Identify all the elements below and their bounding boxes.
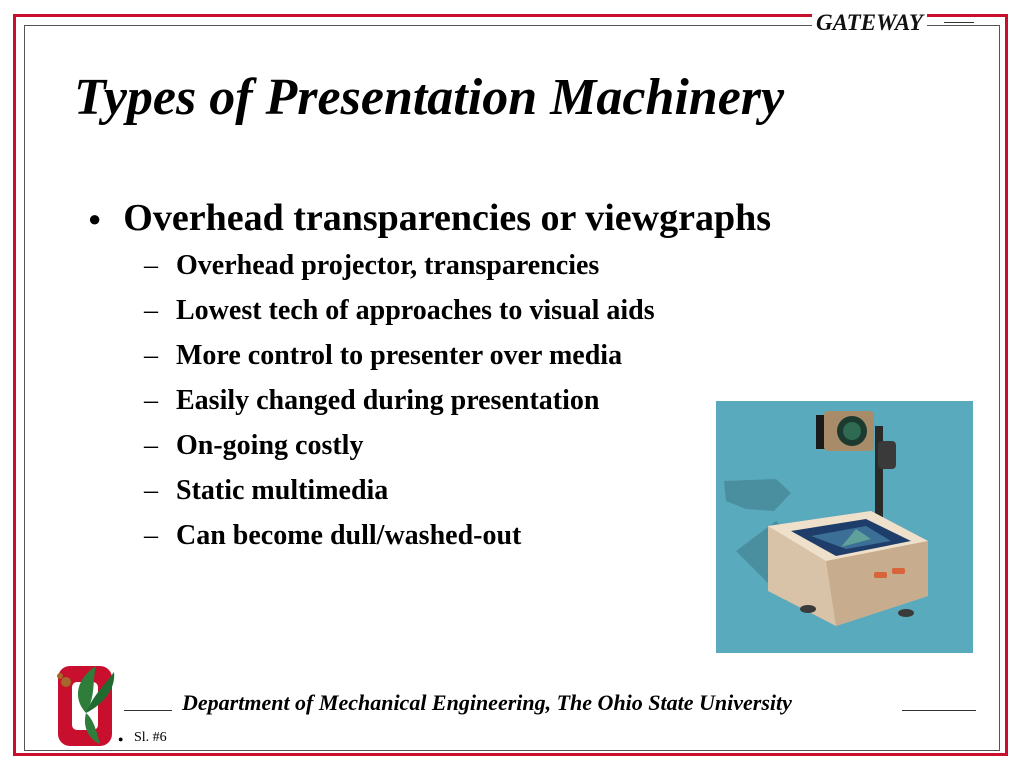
dash-icon: – — [144, 430, 158, 461]
sub-bullet-item — [144, 520, 655, 565]
dash-icon: – — [144, 385, 158, 416]
sub-bullet-text: Static multimedia — [176, 475, 389, 506]
sub-bullet-text: Easily changed during presentation — [176, 385, 600, 416]
sub-bullet-item — [144, 250, 655, 295]
dash-icon: – — [144, 340, 158, 371]
dash-icon: – — [144, 475, 158, 506]
footer-rule-right — [902, 710, 976, 711]
sub-bullet-item — [144, 475, 655, 520]
slide-title: Types of Presentation Machinery — [74, 69, 785, 126]
sub-bullet-text: More control to presenter over media — [176, 340, 623, 371]
dash-icon: – — [144, 295, 158, 326]
footer-department: Department of Mechanical Engineering, The Ohio State University — [182, 690, 792, 715]
footer-rule-left — [124, 710, 172, 711]
ohio-state-logo-icon — [52, 658, 122, 748]
slide-number: Sl. #6 — [134, 730, 167, 745]
gateway-brand: GATEWAY — [812, 10, 927, 36]
gateway-rule — [944, 22, 974, 23]
sub-bullet-text: Lowest tech of approaches to visual aids — [176, 295, 655, 326]
sub-bullet-item — [144, 385, 655, 430]
main-bullet — [88, 196, 771, 240]
sub-bullet-list — [144, 250, 655, 565]
dash-icon: – — [144, 520, 158, 551]
slide-dot-icon: ● — [118, 734, 124, 744]
sub-bullet-text: Overhead projector, transparencies — [176, 250, 600, 281]
main-bullet-text: Overhead transparencies or viewgraphs — [123, 197, 772, 239]
sub-bullet-text: On-going costly — [176, 430, 364, 461]
sub-bullet-item — [144, 295, 655, 340]
sub-bullet-item — [144, 430, 655, 475]
sub-bullet-text: Can become dull/washed-out — [176, 520, 522, 551]
dash-icon: – — [144, 250, 158, 281]
sub-bullet-item — [144, 340, 655, 385]
overhead-projector-icon — [716, 401, 973, 653]
bullet-dot-icon: ● — [88, 206, 102, 231]
